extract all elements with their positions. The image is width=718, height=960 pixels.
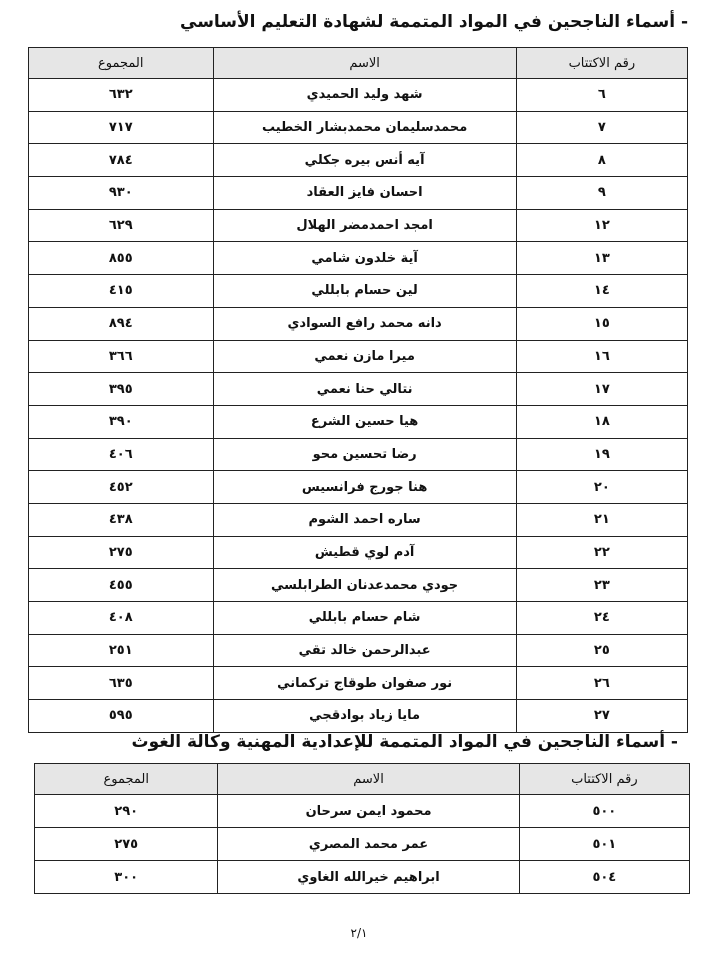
- table-row: [29, 373, 688, 406]
- student-name-cell: شهد وليد الحميدي: [213, 79, 516, 112]
- total-score-cell: ٤٠٨: [29, 602, 214, 635]
- column-header-id: رقم الاكتتاب: [516, 48, 687, 79]
- exam-number-cell: ٢٤: [516, 602, 687, 635]
- student-name-cell: محمود ايمن سرحان: [218, 795, 519, 828]
- total-score-cell: ٨٩٤: [29, 307, 214, 340]
- table-row: [35, 795, 690, 828]
- total-score-cell: ٦٢٩: [29, 209, 214, 242]
- total-score-cell: ٨٥٥: [29, 242, 214, 275]
- results-table-basic-education: [28, 47, 688, 733]
- student-name-cell: احسان فايز العقاد: [213, 177, 516, 210]
- exam-number-cell: ١٥: [516, 307, 687, 340]
- table-row: [29, 536, 688, 569]
- student-name-cell: آدم لوي قطيش: [213, 536, 516, 569]
- table-row: [29, 405, 688, 438]
- table-header-row: [35, 764, 690, 795]
- exam-number-cell: ٢٥: [516, 634, 687, 667]
- student-name-cell: آية خلدون شامي: [213, 242, 516, 275]
- table-row: [29, 340, 688, 373]
- total-score-cell: ٣٠٠: [35, 861, 218, 894]
- column-header-total: المجموع: [35, 764, 218, 795]
- student-name-cell: ابراهيم خيرالله الغاوي: [218, 861, 519, 894]
- total-score-cell: ٧١٧: [29, 111, 214, 144]
- total-score-cell: ٥٩٥: [29, 700, 214, 733]
- student-name-cell: هنا جورج فرانسيس: [213, 471, 516, 504]
- table-row: [35, 861, 690, 894]
- total-score-cell: ٤١٥: [29, 275, 214, 308]
- exam-number-cell: ٥٠٠: [519, 795, 689, 828]
- table-row: [29, 144, 688, 177]
- exam-number-cell: ١٦: [516, 340, 687, 373]
- total-score-cell: ٢٧٥: [29, 536, 214, 569]
- section-1-title: - أسماء الناجحين في المواد المتممة لشهادة التعليم الأساسي: [180, 12, 688, 32]
- table-row: [29, 634, 688, 667]
- exam-number-cell: ٢١: [516, 503, 687, 536]
- student-name-cell: رضا تحسين محو: [213, 438, 516, 471]
- student-name-cell: عمر محمد المصري: [218, 828, 519, 861]
- total-score-cell: ٤٣٨: [29, 503, 214, 536]
- exam-number-cell: ٥٠١: [519, 828, 689, 861]
- table-row: [29, 307, 688, 340]
- total-score-cell: ٩٣٠: [29, 177, 214, 210]
- student-name-cell: ميرا مازن نعمي: [213, 340, 516, 373]
- table-row: [29, 503, 688, 536]
- table-row: [29, 700, 688, 733]
- student-name-cell: جودي محمدعدنان الطرابلسي: [213, 569, 516, 602]
- exam-number-cell: ٦: [516, 79, 687, 112]
- exam-number-cell: ١٧: [516, 373, 687, 406]
- total-score-cell: ٣٩٥: [29, 373, 214, 406]
- total-score-cell: ٤٠٦: [29, 438, 214, 471]
- student-name-cell: آيه أنس بيره جكلي: [213, 144, 516, 177]
- student-name-cell: هيا حسين الشرع: [213, 405, 516, 438]
- table-row: [29, 438, 688, 471]
- exam-number-cell: ٢٧: [516, 700, 687, 733]
- exam-number-cell: ٢٢: [516, 536, 687, 569]
- table-row: [29, 602, 688, 635]
- table-row: [29, 569, 688, 602]
- table-row: [29, 111, 688, 144]
- exam-number-cell: ٢٣: [516, 569, 687, 602]
- exam-number-cell: ٥٠٤: [519, 861, 689, 894]
- table-row: [29, 209, 688, 242]
- student-name-cell: شام حسام بابللي: [213, 602, 516, 635]
- column-header-name: الاسم: [218, 764, 519, 795]
- student-name-cell: دانه محمد رافع السوادي: [213, 307, 516, 340]
- table-header-row: [29, 48, 688, 79]
- total-score-cell: ٦٣٥: [29, 667, 214, 700]
- total-score-cell: ٤٥٢: [29, 471, 214, 504]
- results-table-vocational-unrwa: [34, 763, 690, 894]
- table-row: [29, 471, 688, 504]
- table-body: [35, 795, 690, 894]
- student-name-cell: امجد احمدمضر الهلال: [213, 209, 516, 242]
- exam-number-cell: ١٢: [516, 209, 687, 242]
- student-name-cell: عبدالرحمن خالد تقي: [213, 634, 516, 667]
- table-row: [35, 828, 690, 861]
- exam-number-cell: ١٨: [516, 405, 687, 438]
- table-row: [29, 177, 688, 210]
- student-name-cell: مايا زياد بوادقجي: [213, 700, 516, 733]
- student-name-cell: نور صفوان طوقاج تركماني: [213, 667, 516, 700]
- student-name-cell: نتالي حنا نعمي: [213, 373, 516, 406]
- student-name-cell: ساره احمد الشوم: [213, 503, 516, 536]
- total-score-cell: ٢٧٥: [35, 828, 218, 861]
- table-row: [29, 242, 688, 275]
- table-row: [29, 275, 688, 308]
- table-body: [29, 79, 688, 733]
- table-row: [29, 79, 688, 112]
- student-name-cell: لين حسام بابللي: [213, 275, 516, 308]
- section-2-title: - أسماء الناجحين في المواد المتممة للإعدادية المهنية وكالة الغوث: [131, 732, 678, 752]
- column-header-total: المجموع: [29, 48, 214, 79]
- exam-number-cell: ٢٠: [516, 471, 687, 504]
- exam-number-cell: ٨: [516, 144, 687, 177]
- exam-number-cell: ١٤: [516, 275, 687, 308]
- page-number: ٢/١: [350, 926, 368, 940]
- total-score-cell: ٦٣٢: [29, 79, 214, 112]
- column-header-name: الاسم: [213, 48, 516, 79]
- total-score-cell: ٧٨٤: [29, 144, 214, 177]
- exam-number-cell: ٧: [516, 111, 687, 144]
- table-row: [29, 667, 688, 700]
- total-score-cell: ٣٦٦: [29, 340, 214, 373]
- student-name-cell: محمدسليمان محمدبشار الخطيب: [213, 111, 516, 144]
- total-score-cell: ٤٥٥: [29, 569, 214, 602]
- column-header-id: رقم الاكتتاب: [519, 764, 689, 795]
- total-score-cell: ٣٩٠: [29, 405, 214, 438]
- exam-number-cell: ١٩: [516, 438, 687, 471]
- exam-number-cell: ١٣: [516, 242, 687, 275]
- exam-number-cell: ٢٦: [516, 667, 687, 700]
- total-score-cell: ٢٥١: [29, 634, 214, 667]
- total-score-cell: ٢٩٠: [35, 795, 218, 828]
- exam-number-cell: ٩: [516, 177, 687, 210]
